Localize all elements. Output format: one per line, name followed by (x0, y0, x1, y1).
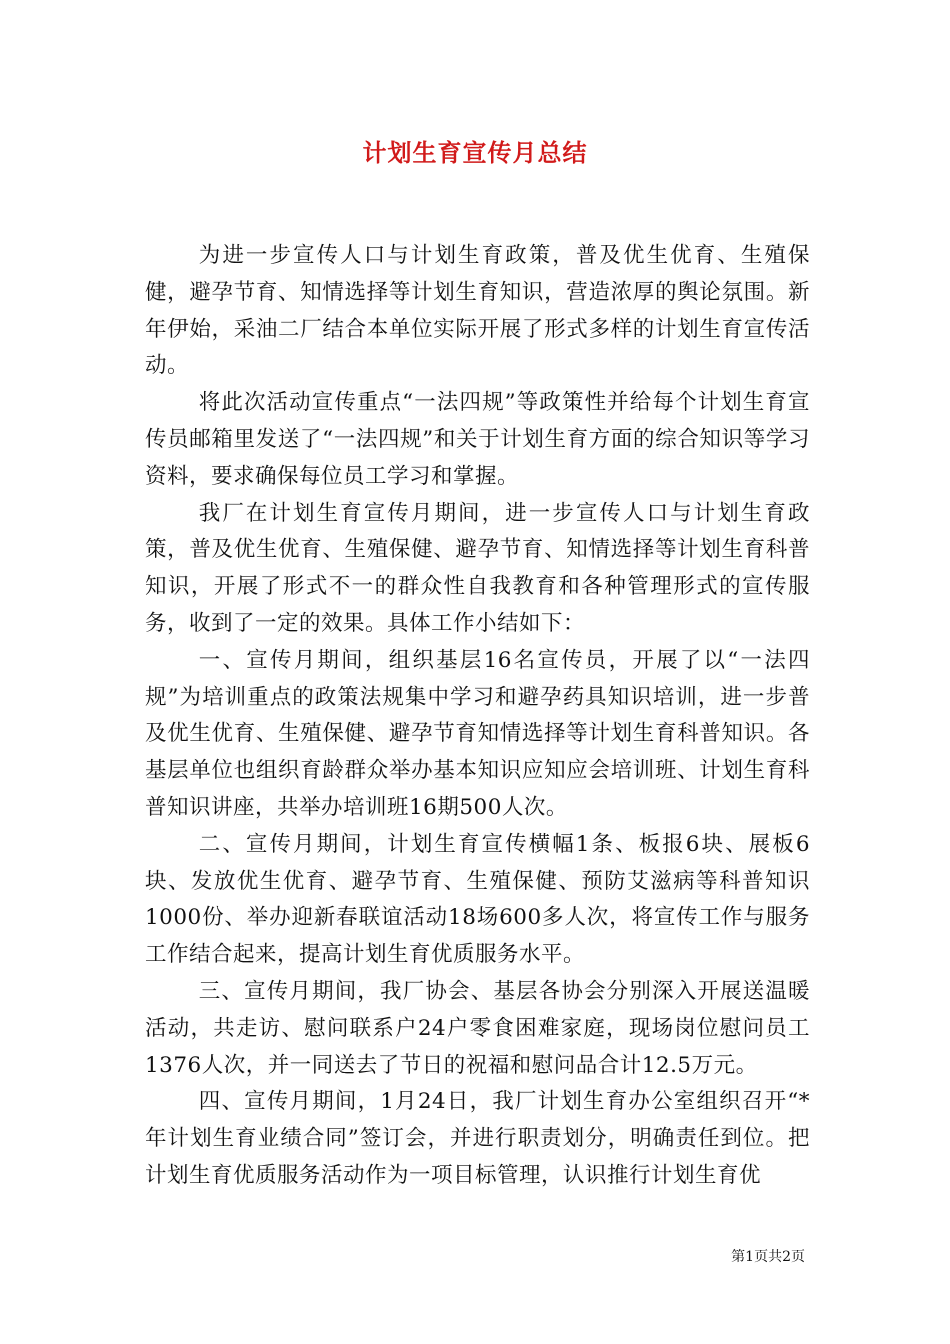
paragraph-item-1: 一、宣传月期间，组织基层16名宣传员，开展了以“一法四规”为培训重点的政策法规集中学习和避孕药具知识培训，进一步普及优生优育、生殖保健、避孕节育知情选择等计划生育科普知识。各基层单位也组织育龄群众举办基本知识应知应会培训班、计划生育科普知识讲座，共举办培训班16期500人次。 (145, 647, 810, 820)
paragraph-summary-intro: 我厂在计划生育宣传月期间，进一步宣传人口与计划生育政策，普及优生优育、生殖保健、避孕节育、知情选择等计划生育科普知识，开展了形式不一的群众性自我教育和各种管理形式的宣传服务，收到了一定的效果。具体工作小结如下： (145, 500, 810, 636)
paragraph-materials: 将此次活动宣传重点“一法四规”等政策性并给每个计划生育宣传员邮箱里发送了“一法四规”和关于计划生育方面的综合知识等学习资料，要求确保每位员工学习和掌握。 (145, 390, 810, 489)
paragraph-intro: 为进一步宣传人口与计划生育政策，普及优生优育、生殖保健，避孕节育、知情选择等计划生育知识，营造浓厚的舆论氛围。新年伊始，采油二厂结合本单位实际开展了形式多样的计划生育宣传活动。 (145, 243, 810, 379)
paragraph-item-2: 二、宣传月期间，计划生育宣传横幅1条、板报6块、展板6块、发放优生优育、避孕节育、生殖保健、预防艾滋病等科普知识1000份、举办迎新春联谊活动18场600多人次，将宣传工作与服务工作结合起来，提高计划生育优质服务水平。 (145, 831, 810, 968)
page-number: 第1页共2页 (731, 1249, 805, 1265)
document-title: 计划生育宣传月总结 (362, 138, 588, 167)
paragraph-item-3: 三、宣传月期间，我厂协会、基层各协会分别深入开展送温暖活动，共走访、慰问联系户24户零食困难家庭，现场岗位慰问员工1376人次，并一同送去了节日的祝福和慰问品合计12.5万元。 (145, 978, 810, 1078)
document-body (145, 238, 810, 1195)
paragraph-item-4: 四、宣传月期间，1月24日，我厂计划生育办公室组织召开“*年计划生育业绩合同”签订会，并进行职责划分，明确责任到位。把计划生育优质服务活动作为一项目标管理，认识推行计划生育优 (145, 1089, 810, 1188)
